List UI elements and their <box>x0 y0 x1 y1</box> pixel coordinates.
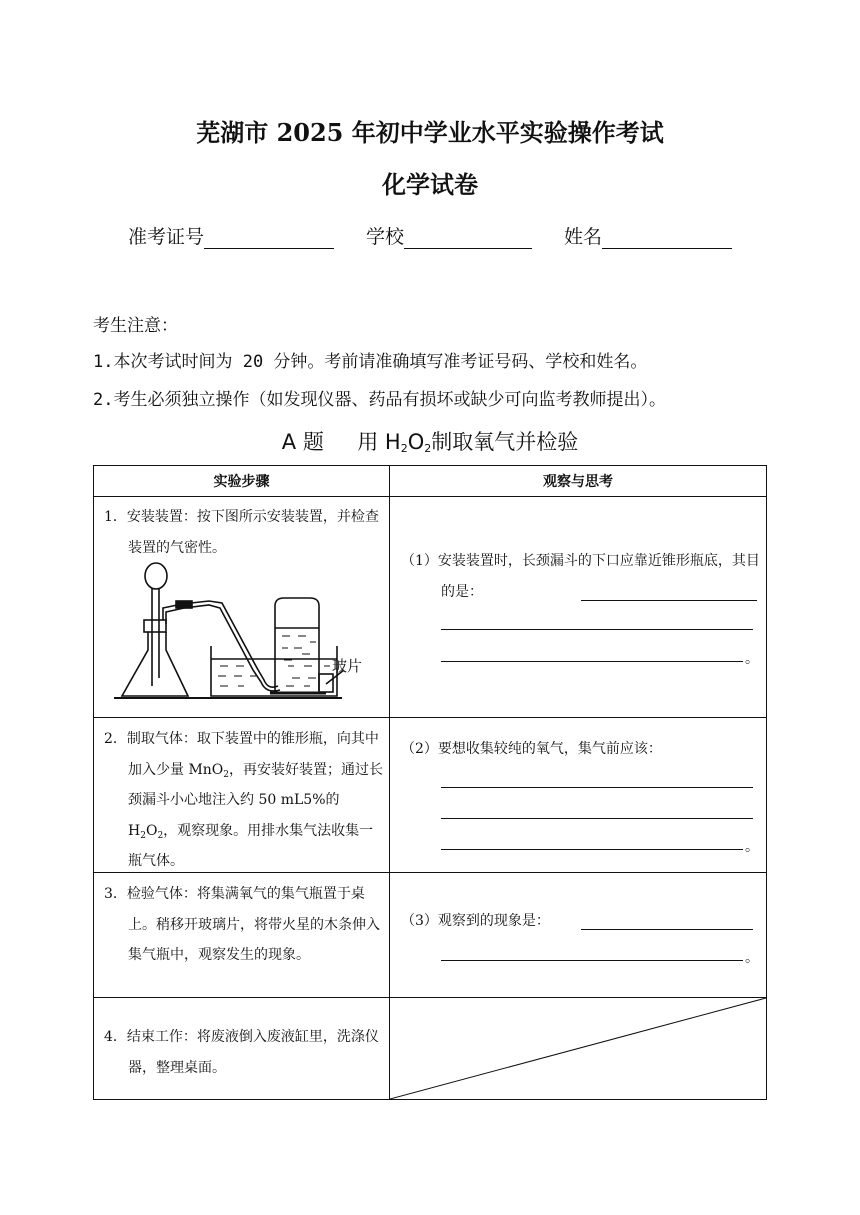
step-3: 3．检验气体：将集满氧气的集气瓶置于桌上。稍移开玻璃片，将带火星的木条伸入集气瓶中，观察发生的现象。 <box>104 886 380 963</box>
school-blank[interactable] <box>404 228 532 249</box>
row-divider <box>94 717 766 718</box>
notice-item-1: 1.本次考试时间为 20 分钟。考前请准确填写准考证号码、学校和姓名。 <box>93 352 648 372</box>
step-1: 1．安装装置：按下图所示安装装置，并检查装置的气密性。 <box>104 509 379 556</box>
glass-plate-label: 玻片 <box>332 657 363 675</box>
answer-line[interactable] <box>441 787 753 788</box>
observation-1: （1）安装装置时，长颈漏斗的下口应靠近锥形瓶底，其目的是： <box>401 553 760 600</box>
experiment-table <box>93 465 767 1100</box>
period-mark: 。 <box>745 950 759 966</box>
name-label: 姓名 <box>564 226 603 248</box>
observation-3: （3）观察到的现象是： <box>401 913 550 929</box>
delivery-tube <box>163 601 278 687</box>
period-mark: 。 <box>745 651 759 667</box>
exam-number-blank[interactable] <box>204 228 334 249</box>
notice-heading: 考生注意： <box>93 316 178 336</box>
notice-item-2: 2.考生必须独立操作（如发现仪器、药品有损坏或缺少可向监考教师提出）。 <box>93 390 666 410</box>
water-marks <box>218 636 330 686</box>
answer-line[interactable] <box>441 661 743 662</box>
school-label: 学校 <box>366 226 405 248</box>
col-header-observations: 观察与思考 <box>543 474 613 490</box>
stopper <box>144 620 166 632</box>
exam-title: 芜湖市 2025 年初中学业水平实验操作考试 <box>196 118 664 147</box>
step-2: 2．制取气体：取下装置中的锥形瓶，向其中加入少量 MnO$_2$，再安装好装置；通过长颈漏斗小心地注入约 50 mL5%的 $H_2O_2$，观察现象。用排水集气法收集一瓶气体。 <box>104 731 384 869</box>
question-label: A 题 <box>281 430 324 454</box>
answer-line[interactable] <box>441 818 753 819</box>
rubber-joint <box>176 601 192 608</box>
apparatus-diagram <box>114 558 384 703</box>
period-mark: 。 <box>745 839 759 855</box>
funnel-bulb <box>145 563 167 589</box>
water-trough <box>211 646 337 696</box>
question-title-post: 制取氧气并检验 <box>431 430 579 454</box>
col-header-steps: 实验步骤 <box>213 474 270 490</box>
step-4: 4．结束工作：将废液倒入废液缸里，洗涤仪器，整理桌面。 <box>104 1029 379 1076</box>
answer-line[interactable] <box>581 929 753 930</box>
name-field[interactable] <box>564 222 732 249</box>
school-field[interactable] <box>366 222 532 249</box>
answer-line[interactable] <box>441 629 753 630</box>
diagonal-strike <box>390 998 766 1099</box>
observation-2: （2）要想收集较纯的氧气，集气前应该： <box>401 741 662 757</box>
row-divider <box>94 496 766 497</box>
answer-line[interactable] <box>441 960 743 961</box>
exam-number-field[interactable] <box>128 222 334 249</box>
conical-flask <box>122 632 188 696</box>
subject-title: 化学试卷 <box>382 170 478 199</box>
exam-number-label: 准考证号 <box>128 226 205 248</box>
question-title-pre: 用 H <box>357 430 401 454</box>
answer-line[interactable] <box>441 849 743 850</box>
name-blank[interactable] <box>602 228 732 249</box>
question-heading: A 题 用 $H_2O_2$制取氧气并检验 <box>281 430 579 455</box>
funnel-stem <box>152 588 159 686</box>
answer-line[interactable] <box>581 600 757 601</box>
gas-jar <box>275 598 319 691</box>
